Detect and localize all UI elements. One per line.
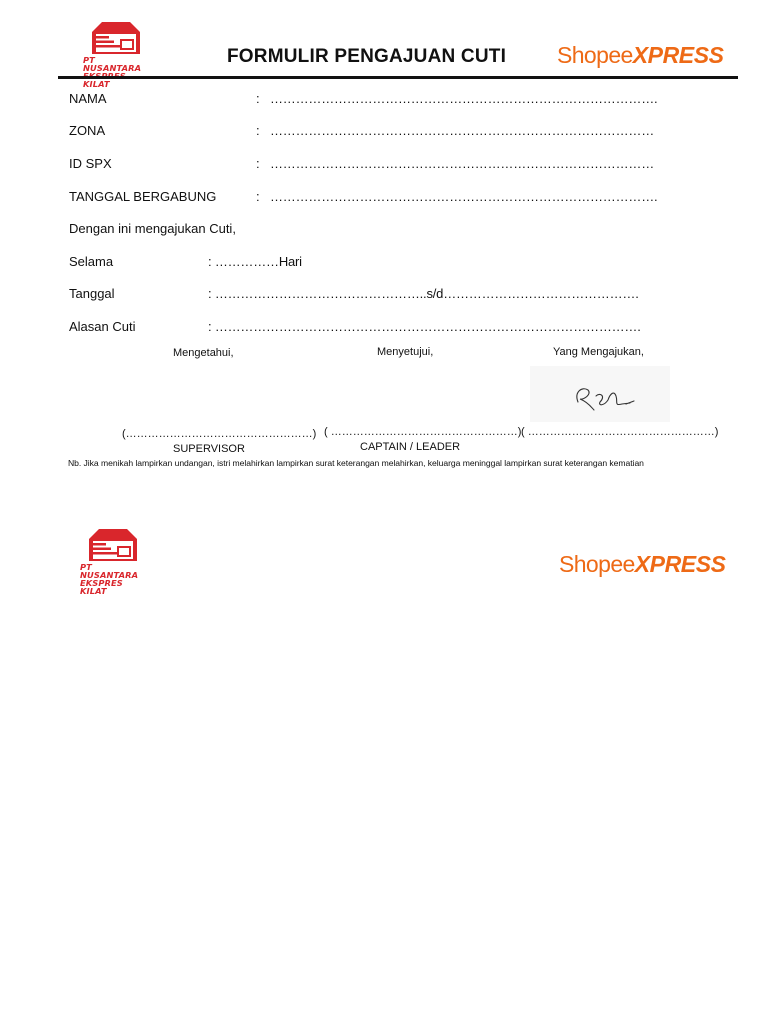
field-value-id-spx[interactable]: ……………………………………………………………………………… (270, 156, 655, 171)
shopee-xpress-logo (557, 42, 724, 69)
company-name-line2: KILAT (83, 79, 110, 89)
leave-label-alasan: Alasan Cuti (69, 319, 136, 334)
leave-label-tanggal: Tanggal (69, 286, 115, 301)
leave-value-alasan[interactable]: : ………………………………………………………………………………………. (208, 319, 641, 334)
field-label-tanggal-bergabung: TANGGAL BERGABUNG (69, 189, 217, 204)
signature-blank-applicant[interactable]: ( ……………………………………………) (521, 426, 719, 438)
field-colon-nama: : (256, 91, 260, 106)
field-colon-id-spx: : (256, 156, 260, 171)
leave-value-selama[interactable]: : ……………Hari (208, 254, 302, 269)
footnote: Nb. Jika menikah lampirkan undangan, istri melahirkan lampirkan surat keterangan melahirkan, keluarga meninggal lampirkan surat keterangan kematian (68, 458, 644, 468)
shopee-xpress-logo-footer (559, 551, 726, 578)
company-logo-footer (80, 527, 150, 595)
brand-part1: Shopee (557, 42, 633, 68)
signature-heading-mengetahui: Mengetahui, (173, 347, 234, 359)
company-name-line1: PT NUSANTARA (80, 562, 139, 580)
field-label-zona: ZONA (69, 123, 106, 138)
intro-text: Dengan ini mengajukan Cuti, (69, 221, 236, 236)
signature-blank-supervisor[interactable]: (……………………………………………) (122, 428, 317, 440)
signature-heading-menyetujui: Menyetujui, (377, 346, 434, 358)
header-divider (58, 76, 738, 79)
form-title: FORMULIR PENGAJUAN CUTI (227, 46, 507, 67)
field-label-id-spx: ID SPX (69, 156, 112, 171)
field-colon-tanggal-bergabung: : (256, 189, 260, 204)
brand-part2: XPRESS (634, 551, 726, 577)
brand-part2: XPRESS (632, 42, 724, 68)
field-value-zona[interactable]: ……………………………………………………………………………… (270, 123, 655, 138)
company-name-line2: EKSPRES KILAT (80, 578, 123, 596)
field-colon-zona: : (256, 123, 260, 138)
leave-label-selama: Selama (69, 254, 114, 269)
handwritten-signature (530, 366, 670, 422)
leave-value-tanggal[interactable]: : …………………………………………..s/d………………………………………. (208, 286, 639, 301)
field-label-nama: NAMA (69, 91, 107, 106)
role-supervisor: SUPERVISOR (173, 443, 245, 455)
company-name-line1: PT NUSANTARA (83, 55, 142, 73)
brand-part1: Shopee (559, 551, 635, 577)
field-value-nama[interactable]: ………………………………………………………………………………. (270, 91, 658, 106)
warehouse-icon (85, 527, 141, 563)
role-captain-leader: CAPTAIN / LEADER (360, 441, 461, 453)
signature-heading-yang-mengajukan: Yang Mengajukan, (553, 346, 644, 358)
signature-blank-captain-leader[interactable]: ( ……………………………………………) (324, 426, 522, 438)
field-value-tanggal-bergabung[interactable]: ………………………………………………………………………………. (270, 189, 658, 204)
warehouse-icon (88, 20, 144, 56)
